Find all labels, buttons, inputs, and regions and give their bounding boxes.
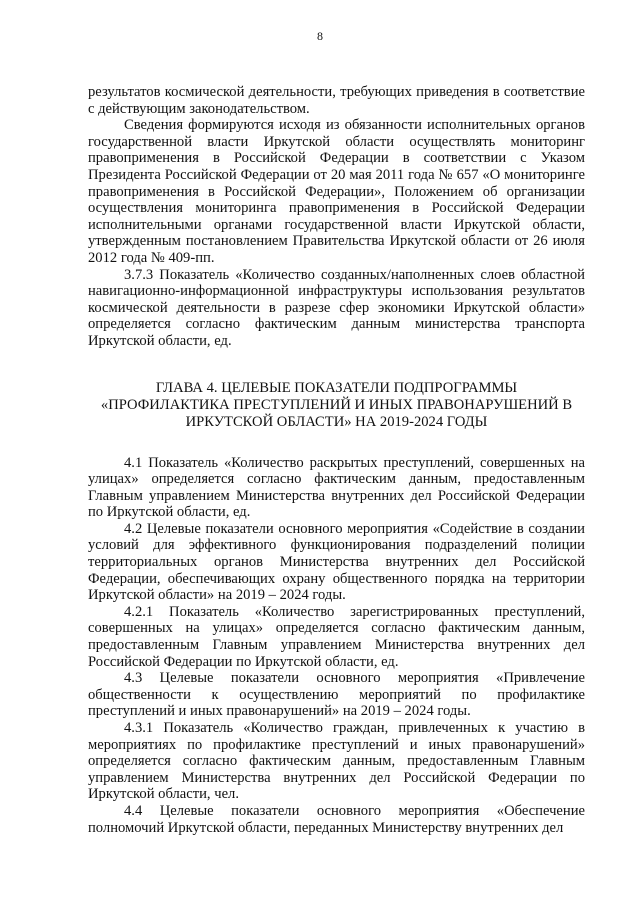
paragraph-4-1: 4.1 Показатель «Количество раскрытых преступлений, совершенных на улицах» определяется согласно фактическим данным, предоставленным Главным управлением Министерства внутренних дел Российской Федерации по Иркутской области, ед.: [88, 454, 585, 521]
paragraph-monitoring-info: Сведения формируются исходя из обязанности исполнительных органов государственной власти Иркутской области осуществлять мониторинг правоприменения в Российской Федерации в соответствии с Указом Президента Российской Федерации от 20 мая 2011 года № 657 «О мониторинге правоприменения в Российской Федерации», Положением об организации осуществления мониторинга правоприменения в Российской Федерации исполнительными органами государственной власти Иркутской области, утвержденным постановлением Правительства Иркутской области от 26 июля 2012 года № 409-пп.: [88, 117, 585, 266]
chapter-heading-line-1: ГЛАВА 4. ЦЕЛЕВЫЕ ПОКАЗАТЕЛИ ПОДПРОГРАММЫ: [155, 379, 518, 396]
paragraph-4-3-1: 4.3.1 Показатель «Количество граждан, привлеченных к участию в мероприятиях по профилактике преступлений и иных правонарушений» определяется согласно фактическим данным, предоставленным Главным управлением Министерства внутренних дел Российской Федерации по Иркутской области, чел.: [88, 720, 585, 803]
document-body: [88, 84, 585, 836]
chapter-heading-line-2: «ПРОФИЛАКТИКА ПРЕСТУПЛЕНИЙ И ИНЫХ ПРАВОНАРУШЕНИЙ В: [100, 396, 573, 413]
paragraph-4-3: 4.3 Целевые показатели основного мероприятия «Привлечение общественности к осуществлению мероприятий по профилактике преступлений и иных правонарушений» на 2019 – 2024 годы.: [88, 670, 585, 720]
page-number: 8: [317, 29, 323, 43]
paragraph-4-2-1: 4.2.1 Показатель «Количество зарегистрированных преступлений, совершенных на улицах» определяется согласно фактическим данным, предоставленным Главным управлением Министерства внутренних дел Российской Федерации по Иркутской области, ед.: [88, 603, 585, 670]
paragraph-4-2: 4.2 Целевые показатели основного мероприятия «Содействие в создании условий для эффективного функционирования подразделений полиции территориальных органов Министерства внутренних дел Российской Федерации, обеспечивающих охрану общественного порядка на территории Иркутской области» на 2019 – 2024 годы.: [88, 520, 585, 604]
chapter-heading: [88, 380, 585, 431]
paragraph-3-7-3: 3.7.3 Показатель «Количество созданных/наполненных слоев областной навигационно-информационной инфраструктуры использования результатов космической деятельности в разрезе сфер экономики Иркутской области» определяется согласно фактическим данным министерства транспорта Иркутской области, ед.: [88, 266, 585, 349]
chapter-heading-line-3: ИРКУТСКОЙ ОБЛАСТИ» НА 2019-2024 ГОДЫ: [185, 413, 488, 430]
paragraph-continuation: результатов космической деятельности, требующих приведения в соответствие с действующим законодательством.: [88, 84, 585, 117]
paragraph-4-4: 4.4 Целевые показатели основного мероприятия «Обеспечение полномочий Иркутской области, переданных Министерству внутренних дел: [88, 802, 585, 836]
